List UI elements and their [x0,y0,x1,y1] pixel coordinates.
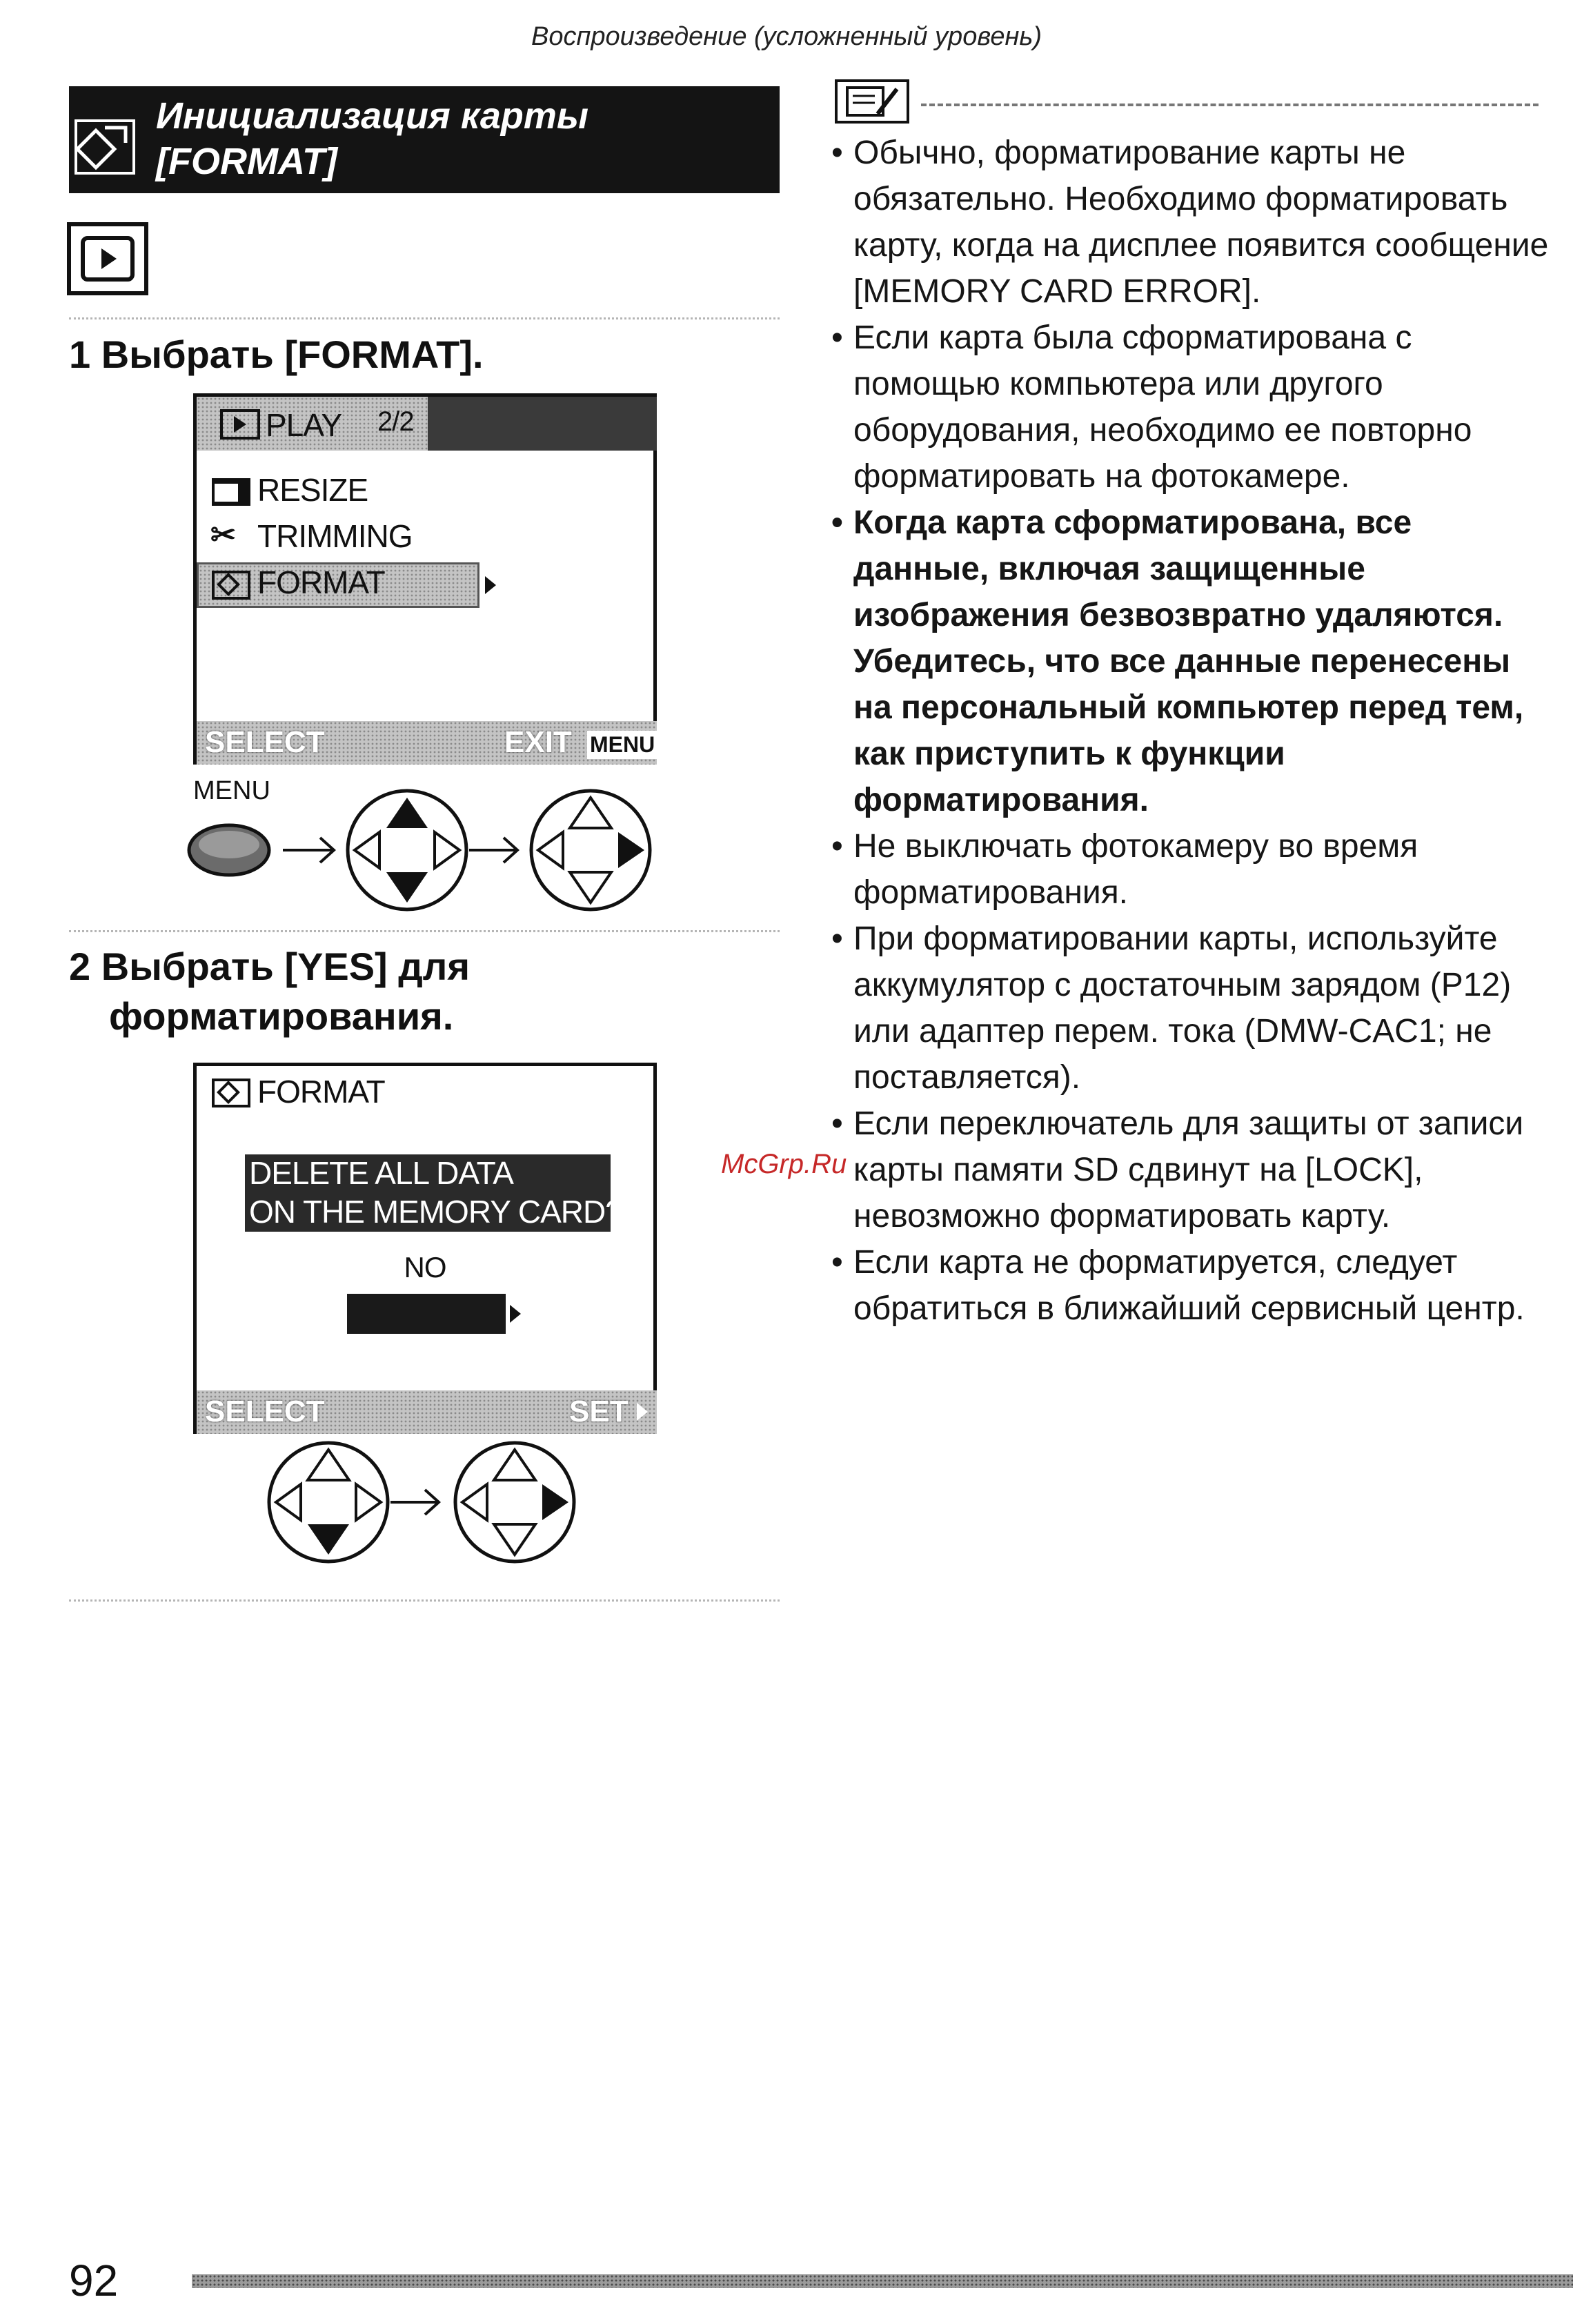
lcd-bottom-select: SELECT [205,725,325,759]
question-line2: ON THE MEMORY CARD? [249,1194,622,1230]
step2-title-line1: Выбрать [YES] для [101,945,471,988]
note-text: Обычно, форматирование карты не обязательно. Необходимо форматировать карту, когда на дисплее появится сообщение [MEMORY CARD ERROR]. [853,135,1549,310]
page-number: 92 [69,2256,119,2305]
step2-number: 2 [69,945,91,988]
play-icon [220,409,260,440]
lcd2-bottom-set: SET [569,1395,629,1428]
note-text: Когда карта сформатирована, все данные, включая защищенные изображения безвозвратно удаляются. Убедитесь, что все данные перенесены на персональный компьютер перед тем, как приступить к функции форматирования. [853,504,1524,818]
step1-title: Выбрать [FORMAT]. [101,333,484,376]
lcd2-bottom-select: SELECT [205,1395,325,1428]
step1-number: 1 [69,333,91,376]
menu-button-label: MENU [193,776,270,805]
section-title-line1: Инициализация карты [156,95,589,137]
trimming-icon: ✂ [210,518,236,552]
step2-heading [69,942,470,1041]
note-item: • Если переключатель для защиты от записи карты памяти SD сдвинут на [LOCK], невозможно форматировать карту. [831,1105,1524,1234]
note-text: Если карта не форматируется, следует обратиться в ближайший сервисный центр. [853,1244,1525,1327]
menu-tag: MENU [587,731,657,759]
notes-list [831,130,1549,1332]
step2-title-line2: форматирования. [109,994,454,1038]
menu-button-icon [189,825,269,875]
resize-icon [212,478,250,506]
section-title-bar [69,86,780,193]
notes-rule [921,104,1539,106]
step1-lcd-screen [193,393,657,765]
lcd-header-label: PLAY [266,407,342,443]
step1-heading [69,330,484,380]
note-item: • Не выключать фотокамеру во время форматирования. [831,828,1418,911]
option-yes-highlight[interactable] [347,1294,506,1334]
arrow-right-icon-3 [390,1490,439,1515]
menu-item-trimming[interactable]: TRIMMING [257,518,413,554]
option-arrow-icon [508,1303,522,1324]
dpad-right-icon [531,791,650,909]
note-text: При форматировании карты, используйте аккумулятор с достаточным зарядом (P12) или адаптер перем. тока (DMW-CAC1; не поставляется). [853,920,1512,1096]
playback-mode-icon [67,222,148,295]
question-line1: DELETE ALL DATA [249,1155,513,1191]
section-title-line2: [FORMAT] [156,141,337,182]
running-head: Воспроизведение (усложненный уровень) [531,22,1042,51]
format-card-icon [75,119,135,175]
submenu-arrow-icon [484,575,497,595]
footer-rule [192,2274,1573,2288]
lcd-header-dark [428,397,657,451]
dpad-up-down-icon [348,791,466,909]
menu-item-format[interactable]: FORMAT [257,564,385,600]
option-no[interactable]: NO [404,1251,446,1283]
note-text: Если карта была сформатирована с помощью компьютера или другого оборудования, необходимо ее повторно форматировать на фотокамере. [853,319,1472,495]
note-item: • Обычно, форматирование карты не обязательно. Необходимо форматировать карту, когда на дисплее появится сообщение [MEMORY CARD ERROR]. [831,135,1549,310]
arrow-right-icon-2 [469,838,517,863]
lcd-bottom-exit: EXIT [504,725,572,759]
lcd2-header-label: FORMAT [257,1074,385,1110]
format-icon-2 [212,1079,250,1107]
divider-2 [69,930,780,932]
section-title [156,93,766,184]
note-item-warning: • Когда карта сформатирована, все данные, включая защищенные изображения безвозвратно удаляются. Убедитесь, что все данные перенесены на персональный компьютер перед тем, как приступить к функции форматирования. [831,504,1524,818]
step2-controls [262,1439,593,1566]
note-text: Не выключать фотокамеру во время форматирования. [853,828,1418,911]
dpad-down-icon [269,1443,388,1562]
note-item: • При форматировании карты, используйте аккумулятор с достаточным зарядом (P12) или адаптер перем. тока (DMW-CAC1; не поставляется). [831,920,1512,1096]
menu-item-resize[interactable]: RESIZE [257,472,368,508]
format-icon [212,571,250,600]
step1-controls [186,787,669,914]
set-arrow-icon [635,1401,649,1422]
memo-icon [835,79,909,124]
dpad-right-icon-2 [455,1443,574,1562]
lcd-page-indicator: 2/2 [377,406,414,437]
divider [69,317,780,319]
step2-lcd-screen [193,1063,657,1434]
note-item: • Если карта не форматируется, следует обратиться в ближайший сервисный центр. [831,1244,1525,1327]
note-item: • Если карта была сформатирована с помощью компьютера или другого оборудования, необходимо ее повторно форматировать на фотокамере. [831,319,1472,495]
watermark: McGrp.Ru [721,1149,847,1179]
arrow-right-icon [283,838,334,863]
divider-3 [69,1599,780,1602]
note-text: Если переключатель для защиты от записи карты памяти SD сдвинут на [LOCK], невозможно форматировать карту. [853,1105,1524,1234]
